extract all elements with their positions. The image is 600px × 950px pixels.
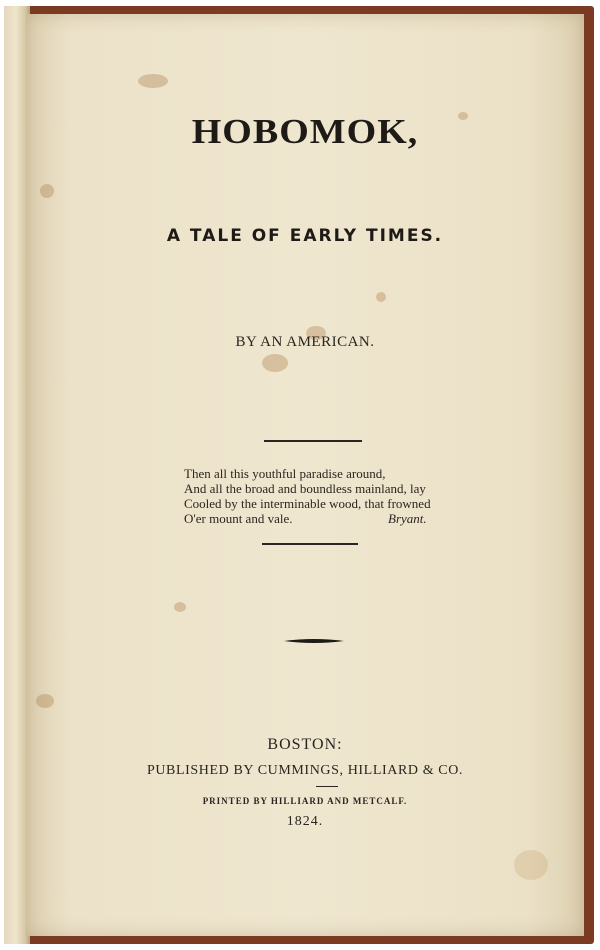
epigraph-line: And all the broad and boundless mainland, lay [184, 481, 426, 496]
epigraph-line: Then all this youthful paradise around, [184, 466, 386, 481]
book-title: HOBOMOK, [191, 112, 419, 152]
book-binding [4, 6, 594, 944]
author-line: BY AN AMERICAN. [235, 334, 375, 350]
title-page [26, 14, 584, 936]
epigraph-last-line [184, 511, 474, 526]
foxing-spot [174, 602, 186, 612]
imprint-printer: PRINTED BY HILLIARD AND METCALF. [202, 796, 408, 806]
imprint-short-rule [316, 786, 338, 787]
imprint-publisher: PUBLISHED BY CUMMINGS, HILLIARD & CO. [146, 763, 464, 778]
foxing-spot [40, 184, 54, 198]
foxing-spot [376, 292, 386, 302]
foxing-spot [262, 354, 288, 372]
imprint-city: BOSTON: [267, 736, 343, 753]
book-subtitle: A TALE OF EARLY TIMES. [166, 226, 444, 246]
epigraph [184, 466, 474, 526]
foxing-spot [138, 74, 168, 88]
imprint-year: 1824. [286, 814, 324, 829]
epigraph-attribution: Bryant. [388, 511, 427, 526]
foxing-spot [514, 850, 548, 880]
foxing-spot [36, 694, 54, 708]
epigraph-line: O'er mount and vale. [184, 511, 293, 526]
upper-rule [264, 440, 362, 442]
epigraph-line: Cooled by the interminable wood, that frowned [184, 496, 431, 511]
ornament-dash [284, 636, 344, 646]
lower-rule [262, 543, 358, 545]
